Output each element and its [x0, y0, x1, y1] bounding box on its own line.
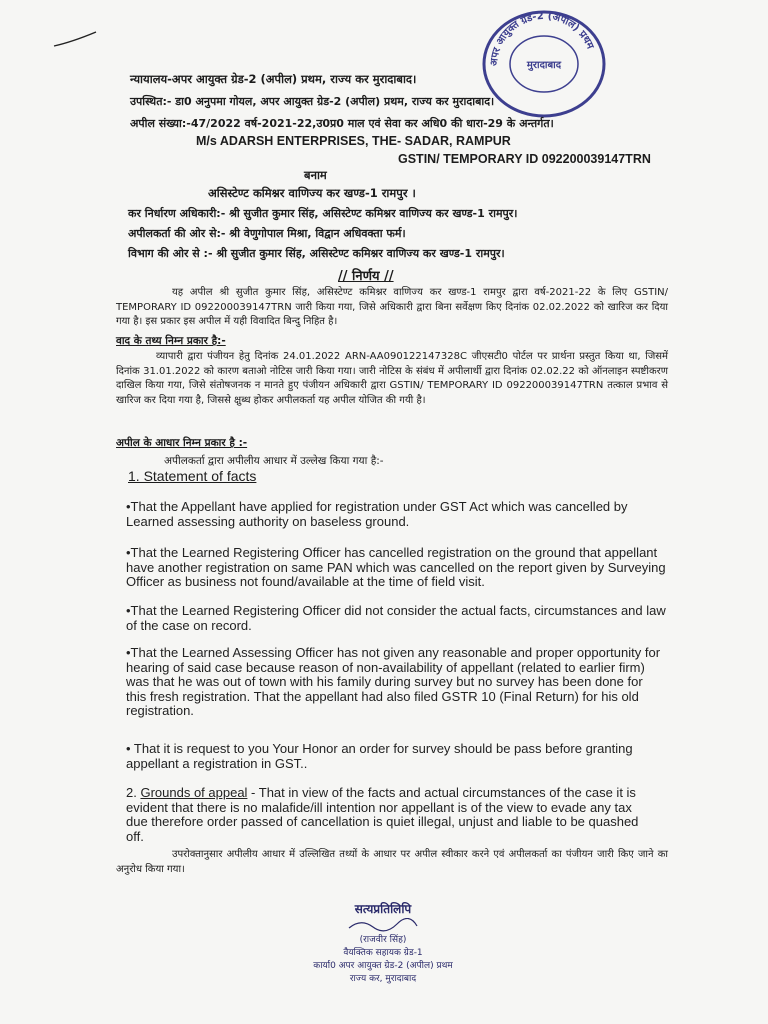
- grounds-heading: अपील के आधार निम्न प्रकार है :-: [116, 437, 248, 449]
- signatory-location: राज्य कर, मुरादाबाद: [349, 974, 417, 984]
- signatory-office: कार्या0 अपर आयुक्त ग्रेड-2 (अपील) प्रथम: [313, 961, 453, 971]
- grounds-intro: अपीलकर्ता द्वारा अपीलीय आधार में उल्लेख किया गया है:-: [164, 455, 384, 467]
- pen-mark: [52, 28, 102, 50]
- closing-paragraph: उपरोक्तानुसार अपीलीय आधार में उल्लिखित तथ्यों के आधार पर अपील स्वीकार करने एवं अपीलकर्ता का पंजीयन जारी किए जाने का अनुरोध किया गया।: [116, 849, 668, 875]
- seal-center-text: मुरादाबाद: [526, 60, 562, 71]
- svg-text:अपर आयुक्त ग्रेड-2 (अपील) प्रथ: [489, 11, 596, 66]
- grounds-number: 2.: [126, 785, 141, 800]
- signatory-designation: वैयक्तिक सहायक ग्रेड-1: [343, 948, 423, 958]
- versus-label: बनाम: [304, 168, 327, 182]
- intro-paragraph: यह अपील श्री सुजीत कुमार सिंह, असिस्टेण्ट कमिश्नर वाणिज्य कर खण्ड-1 रामपुर द्वारा वर्ष-2021-22 के लिए GSTIN/ TEMPORARY ID 092200039147TRN जारी किया गया, जिसे अधिकारी द्वारा बिना सर्वेक्षण किए दिनांक 02.02.2022 को खारिज कर दिया गया है। इस प्रकार इस अपील में यही विवादित बिन्दु निहित है।: [116, 287, 668, 327]
- appellant-gstin: GSTIN/ TEMPORARY ID 092200039147TRN: [398, 152, 651, 166]
- appellant-firm: M/s ADARSH ENTERPRISES, THE- SADAR, RAMPUR: [196, 134, 511, 148]
- point-4: •That the Learned Assessing Officer has not given any reasonable and proper opportunity for hearing of said case because reason of non-availability of appellant (related to earlier firm) was that he was out of town with his family during survey but no survey has been done for this fresh registration. That the appellant had also filed GSTR 10 (Final Return) for his old registration.: [126, 645, 661, 718]
- judgment-title: // निर्णय //: [338, 269, 394, 284]
- assessing-officer: कर निर्धारण अधिकारी:- श्री सुजीत कुमार सिंह, असिस्टेण्ट कमिश्नर वाणिज्य कर खण्ड-1 रामपुर।: [128, 207, 518, 220]
- department-representative: विभाग की ओर से :- श्री सुजीत कुमार सिंह, असिस्टेण्ट कमिश्नर वाणिज्य कर खण्ड-1 रामपुर।: [128, 247, 505, 260]
- facts-heading: वाद के तथ्य निम्न प्रकार है:-: [116, 335, 226, 347]
- signature-scribble: [343, 918, 423, 932]
- true-copy-label: सत्यप्रतिलिपि: [354, 902, 412, 916]
- signatory-name: (राजवीर सिंह): [359, 935, 407, 945]
- point-5: • That it is request to you Your Honor an order for survey should be pass before granting appellant a registration in GST..: [126, 741, 633, 771]
- seal-ring-text: अपर आयुक्त ग्रेड-2 (अपील) प्रथम: [488, 10, 596, 67]
- presiding-officer: उपस्थित:- डा0 अनुपमा गोयल, अपर आयुक्त ग्रेड-2 (अपील) प्रथम, राज्य कर मुरादाबाद।: [130, 95, 495, 108]
- facts-paragraph: व्यापारी द्वारा पंजीयन हेतु दिनांक 24.01.2022 ARN-AA090122147328C जीएसटी0 पोर्टल पर प्रार्थना प्रस्तुत किया था, जिसमें दिनांक 31.01.2022 को कारण बताओ नोटिस जारी किया गया। जारी नोटिस के संबंध में अपीलार्थी द्वारा दिनांक 02.02.22 को ऑनलाइन स्पष्टीकरण दाखिल किया गया, जिसे संतोषजनक न मानते हुए पंजीयन अधिकारी द्वारा GSTIN/ TEMPORARY ID 092200039147TRN तत्काल प्रभाव से खारिज कर दिया गया है, जिससे क्षुब्ध होकर अपीलकर्ता यह अपील योजित की गयी है।: [116, 351, 668, 406]
- grounds-of-appeal: [126, 786, 656, 844]
- court-title: न्यायालय-अपर आयुक्त ग्रेड-2 (अपील) प्रथम, राज्य कर मुरादाबाद।: [130, 72, 417, 86]
- grounds-label: Grounds of appeal: [140, 785, 248, 800]
- point-3: •That the Learned Registering Officer did not consider the actual facts, circumstances and law of the case on record.: [126, 603, 666, 633]
- office-seal: [475, 2, 613, 120]
- appeal-number: अपील संख्या:-47/2022 वर्ष-2021-22,उ0प्र0 माल एवं सेवा कर अधि0 की धारा-29 के अन्तर्गत।: [130, 117, 554, 130]
- point-2: •That the Learned Registering Officer has cancelled registration on the ground that appellant have another registration on same PAN which was cancelled on the report given by Surveying Officer as business not found/available at the time of field visit.: [126, 545, 666, 589]
- appellant-representative: अपीलकर्ता की ओर से:- श्री वेणुगोपाल मिश्रा, विद्वान अधिवक्ता फर्म।: [128, 227, 406, 240]
- true-copy-stamp: [268, 900, 498, 984]
- statement-heading: 1. Statement of facts: [128, 468, 257, 484]
- point-1: •That the Appellant have applied for registration under GST Act which was cancelled by Learned assessing authority on baseless ground.: [126, 499, 628, 529]
- grounds-text: - That in view of the facts and actual circumstances of the case it is evident that there is no malafide/ill intention nor appellant is of the view to evade any tax due therefore order passed of cancellation is quiet illegal, unjust and liable to be quashed off.: [126, 785, 639, 844]
- respondent: असिस्टेण्ट कमिश्नर वाणिज्य कर खण्ड-1 रामपुर ।: [208, 186, 416, 200]
